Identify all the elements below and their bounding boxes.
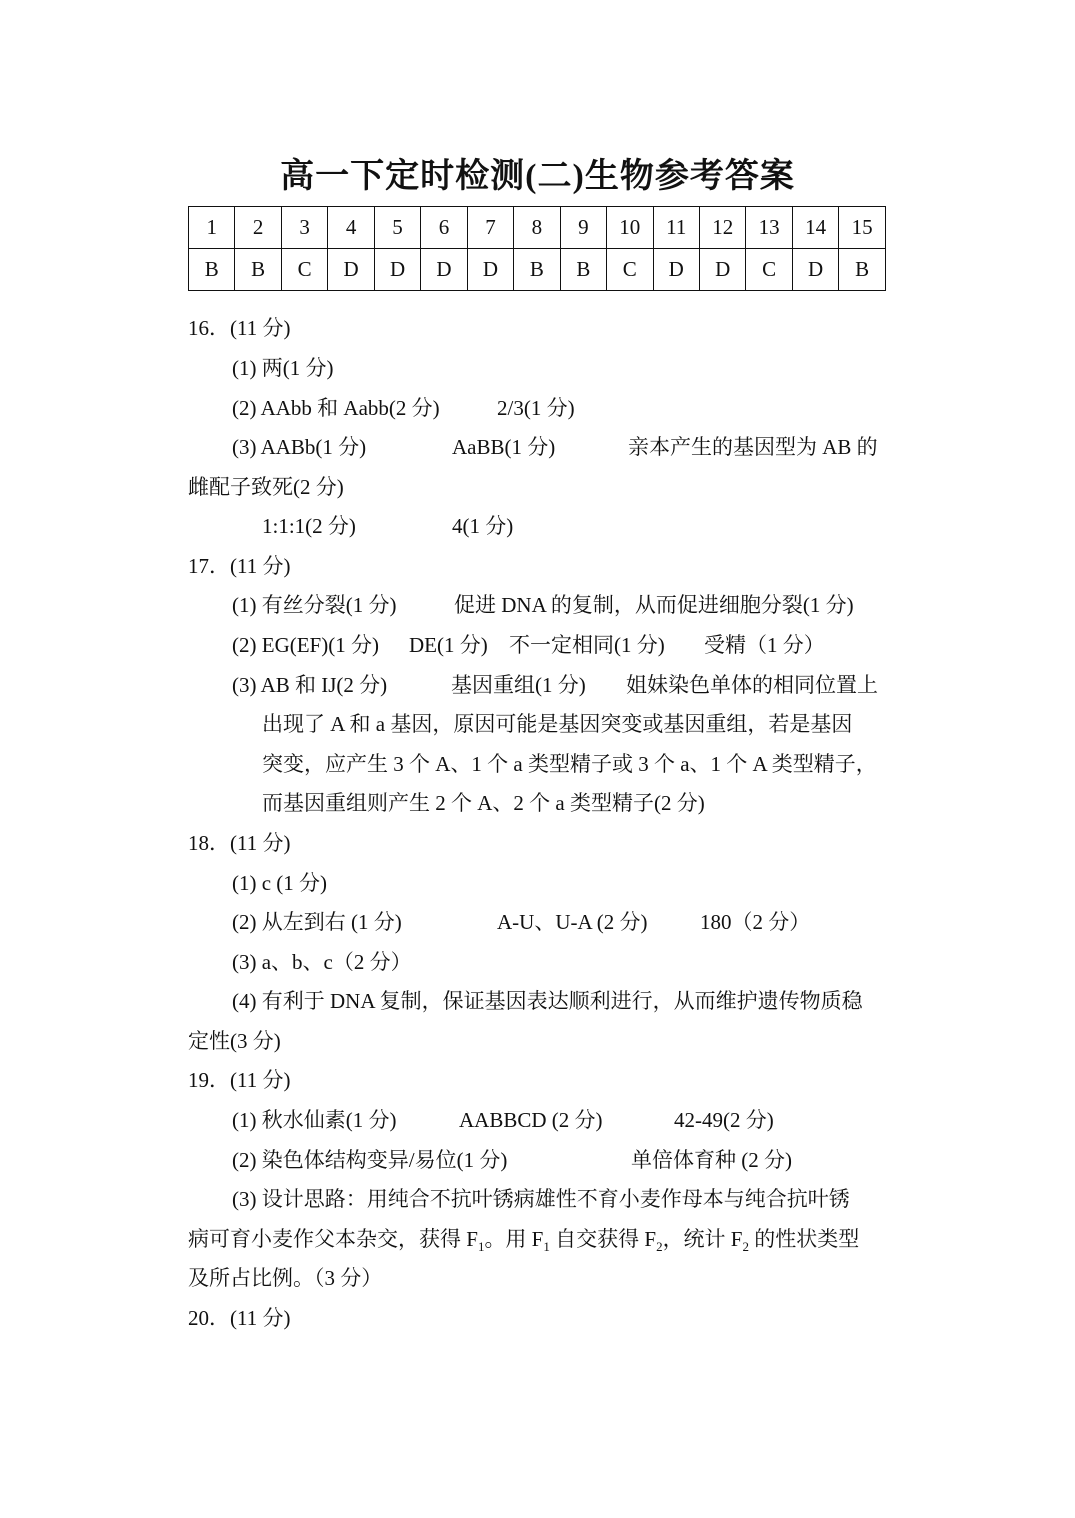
q20-heading: 20．(11 分) xyxy=(188,1306,291,1330)
q18-part2c: 180（2 分） xyxy=(700,910,811,934)
q16-part3a: (3) AABb(1 分) xyxy=(232,435,367,459)
answer-cell: D xyxy=(467,249,513,291)
q17-part1a: (1) 有丝分裂(1 分) xyxy=(232,593,397,617)
q19-part3b-text1: 病可育小麦作父本杂交，获得 F xyxy=(188,1227,478,1251)
q17-heading: 17．(11 分) xyxy=(188,554,291,578)
q16-part1: (1) 两(1 分) xyxy=(232,356,334,380)
q17-part3d: 出现了 A 和 a 基因，原因可能是基因突变或基因重组，若是基因 xyxy=(262,712,853,736)
q17-part1b: 促进 DNA 的复制，从而促进细胞分裂(1 分) xyxy=(454,593,854,617)
subscript-2: 2 xyxy=(742,1239,749,1255)
q16-part2b: 2/3(1 分) xyxy=(497,396,575,420)
question-number-cell: 9 xyxy=(560,207,606,249)
q18-part2b: A-U、U-A (2 分) xyxy=(497,910,648,934)
answer-table xyxy=(188,206,886,291)
q19-part3c: 及所占比例。（3 分） xyxy=(188,1266,383,1290)
q18-part2a: (2) 从左到右 (1 分) xyxy=(232,910,402,934)
q19-part3b-text4: ，统计 F xyxy=(662,1227,743,1251)
q17-part2c: 不一定相同(1 分) xyxy=(509,633,665,657)
question-number-cell: 12 xyxy=(699,207,745,249)
question-number-cell: 15 xyxy=(839,207,886,249)
question-number-cell: 7 xyxy=(467,207,513,249)
q17-part3b: 基因重组(1 分) xyxy=(451,673,586,697)
answer-cell: C xyxy=(746,249,792,291)
q16-part3b: AaBB(1 分) xyxy=(452,435,556,459)
question-number-cell: 3 xyxy=(281,207,327,249)
q17-part3e: 突变，应产生 3 个 A、1 个 a 类型精子或 3 个 a、1 个 A 类型精子， xyxy=(262,752,877,776)
question-number-cell: 14 xyxy=(792,207,838,249)
question-number-cell: 13 xyxy=(746,207,792,249)
q17-part2b: DE(1 分) xyxy=(409,633,488,657)
answer-cell: B xyxy=(560,249,606,291)
subscript-2: 2 xyxy=(656,1239,663,1255)
q18-part3: (3) a、b、c（2 分） xyxy=(232,950,412,974)
question-number-cell: 1 xyxy=(189,207,235,249)
q16-part3c: 亲本产生的基因型为 AB 的 xyxy=(628,435,878,459)
answer-cell: B xyxy=(839,249,886,291)
question-number-cell: 2 xyxy=(235,207,281,249)
q19-part3a: (3) 设计思路：用纯合不抗叶锈病雄性不育小麦作母本与纯合抗叶锈 xyxy=(232,1187,850,1211)
answer-cell: B xyxy=(189,249,235,291)
q19-part2b: 单倍体育种 (2 分) xyxy=(631,1148,792,1172)
q17-part3f: 而基因重组则产生 2 个 A、2 个 a 类型精子(2 分) xyxy=(262,791,705,815)
q17-part3c: 姐妹染色单体的相同位置上 xyxy=(626,673,878,697)
q19-part1c: 42-49(2 分) xyxy=(674,1108,774,1132)
q18-part1: (1) c (1 分) xyxy=(232,871,328,895)
answer-cell: D xyxy=(653,249,699,291)
q17-part3a: (3) AB 和 IJ(2 分) xyxy=(232,673,388,697)
q18-part4a: (4) 有利于 DNA 复制，保证基因表达顺利进行，从而维护遗传物质稳 xyxy=(232,989,863,1013)
answer-cell: B xyxy=(235,249,281,291)
q19-part3b xyxy=(188,1226,860,1255)
q18-part4b: 定性(3 分) xyxy=(188,1029,281,1053)
question-number-cell: 4 xyxy=(328,207,374,249)
q19-part1b: AABBCD (2 分) xyxy=(459,1108,603,1132)
subscript-1: 1 xyxy=(477,1239,485,1255)
q19-part3b-text3: 自交获得 F xyxy=(549,1227,657,1251)
q17-part2d: 受精（1 分） xyxy=(704,633,825,657)
question-number-cell: 6 xyxy=(421,207,467,249)
answer-cell: C xyxy=(607,249,653,291)
question-number-cell: 11 xyxy=(653,207,699,249)
question-number-cell: 5 xyxy=(374,207,420,249)
answer-table-number-row xyxy=(189,207,886,249)
answer-cell: C xyxy=(281,249,327,291)
q16-part3d: 雌配子致死(2 分) xyxy=(188,475,344,499)
answer-cell: B xyxy=(514,249,560,291)
q19-part2a: (2) 染色体结构变异/易位(1 分) xyxy=(232,1148,508,1172)
answer-cell: D xyxy=(328,249,374,291)
answer-table-answer-row xyxy=(189,249,886,291)
q19-part3b-text5: 的性状类型 xyxy=(749,1227,860,1251)
answer-cell: D xyxy=(792,249,838,291)
q16-part2a: (2) AAbb 和 Aabb(2 分) xyxy=(232,396,440,420)
q18-heading: 18．(11 分) xyxy=(188,831,291,855)
q16-heading: 16．(11 分) xyxy=(188,316,291,340)
q16-part4a: 1:1:1(2 分) xyxy=(262,514,356,538)
page-title: 高一下定时检测(二)生物参考答案 xyxy=(280,158,795,195)
question-number-cell: 8 xyxy=(514,207,560,249)
question-number-cell: 10 xyxy=(607,207,653,249)
q17-part2a: (2) EG(EF)(1 分) xyxy=(232,633,379,657)
answer-cell: D xyxy=(421,249,467,291)
q19-part3b-text2: 。用 F xyxy=(484,1227,544,1251)
subscript-1: 1 xyxy=(543,1239,550,1255)
answer-cell: D xyxy=(699,249,745,291)
q19-part1a: (1) 秋水仙素(1 分) xyxy=(232,1108,397,1132)
q19-heading: 19．(11 分) xyxy=(188,1068,291,1092)
q16-part4b: 4(1 分) xyxy=(452,514,514,538)
answer-cell: D xyxy=(374,249,420,291)
